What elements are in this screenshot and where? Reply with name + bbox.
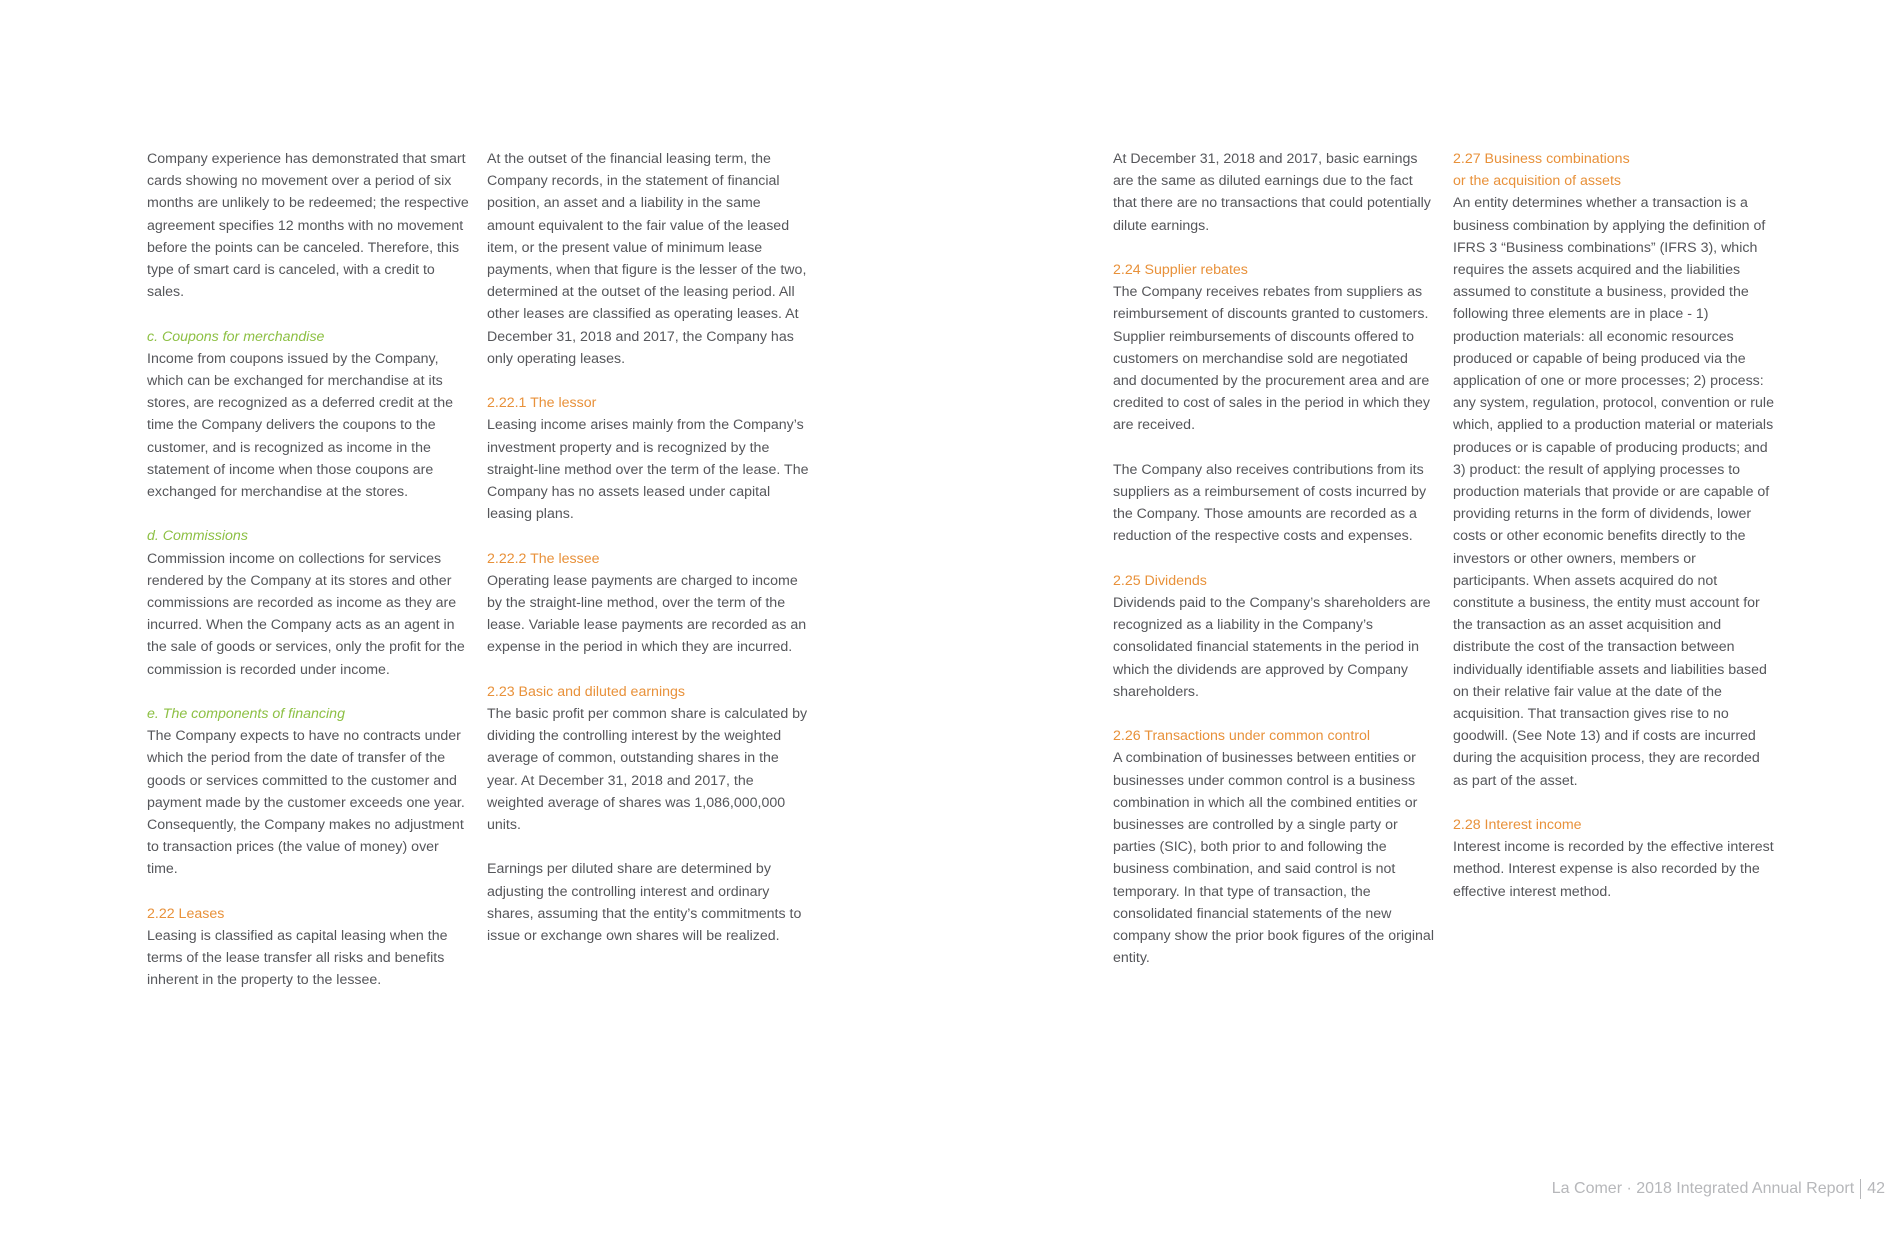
heading-coupons: c. Coupons for merchandise [147, 328, 325, 345]
paragraph-commissions: Commission income on collections for services rendered by the Company at its stores and other commissions are recorded as income as they are incurred. When the Company acts as an agent in the sale of goods or services, only the profit for the commission is recorded under income. [147, 550, 465, 678]
section-lessee [487, 548, 809, 659]
paragraph-leases: Leasing is classified as capital leasing when the terms of the lease transfer all risks and benefits inherent in the property to the lessee. [147, 928, 448, 989]
section-business-combinations [1453, 148, 1775, 792]
column-4 [1453, 148, 1775, 903]
paragraph-smart-cards: Company experience has demonstrated that smart cards showing no movement over a period of six months are unlikely to be redeemed; the respective agreement specifies 12 months with no movement before the points can be canceled. Therefore, this type of smart card is canceled, with a credit to sales. [147, 151, 469, 301]
section-dividends [1113, 570, 1435, 703]
heading-lessee: 2.22.2 The lessee [487, 550, 600, 567]
paragraph-earnings: The basic profit per common share is calculated by dividing the controlling interest by the weighted average of common, outstanding shares in the year. At December 31, 2018 and 2017, the weighted average of shares was 1,086,000,000 units. [487, 706, 808, 834]
heading-commissions: d. Commissions [147, 528, 248, 545]
section-commissions [147, 525, 469, 680]
paragraph-coupons: Income from coupons issued by the Company, which can be exchanged for merchandise at its stores, are recognized as a deferred credit at the time the Company delivers the coupons to the customer, and is recognized as income in the statement of income when those coupons are exchanged for merchandise at the stores. [147, 350, 453, 501]
heading-business-combinations-line2: or the acquisition of assets [1453, 173, 1621, 190]
footer-divider [1860, 1179, 1861, 1199]
section-lessor [487, 392, 809, 525]
section-leases [147, 903, 469, 992]
page-footer [1552, 1179, 1885, 1199]
section-earnings [487, 681, 809, 836]
paragraph-common-control: A combination of businesses between entities or businesses under common control is a business combination in which all the combined entities or businesses are controlled by a single party or parties (SIC), both prior to and following the business combination, and said control is not temporary. In that type of transaction, the consolidated financial statements of the new company show the prior book figures of the original entity. [1113, 750, 1434, 967]
paragraph-interest-income: Interest income is recorded by the effective interest method. Interest expense is also recorded by the effective interest method. [1453, 839, 1774, 900]
column-3 [1113, 148, 1435, 969]
footer-title: La Comer · 2018 Integrated Annual Report [1551, 1180, 1855, 1197]
section-common-control [1113, 725, 1435, 969]
column-1 [147, 148, 469, 992]
paragraph-business-combinations: An entity determines whether a transaction is a business combination by applying the definition of IFRS 3 “Business combinations” (IFRS 3), which requires the assets acquired and the liabilities assumed to constitute a business, provided the following three elements are in place - 1) production materials: all economic resources produced or capable of being produced via the application of one or more processes; 2) process: any system, regulation, protocol, convention or rule which, applied to a production material or materials produces or is capable of producing products; and 3) product: the result of applying processes to production materials that provide or are capable of providing returns in the form of dividends, lower costs or other economic benefits directly to the investors or other owners, members or participants. When assets acquired do not constitute a business, the entity must account for the transaction as an asset acquisition and distribute the cost of the transaction between individually identifiable assets and liabilities based on their relative fair value at the date of the acquisition. That transaction gives rise to no goodwill. (See Note 13) and if costs are incurred during the acquisition process, they are recorded as part of the asset. [1453, 195, 1774, 789]
paragraph-financial-leasing: At the outset of the financial leasing term, the Company records, in the statement of financial position, an asset and a liability in the same amount equivalent to the fair value of the leased item, or the present value of minimum lease payments, when that figure is the lesser of the two, determined at the outset of the leasing period. All other leases are classified as operating leases. At December 31, 2018 and 2017, the Company has only operating leases. [487, 151, 807, 367]
heading-financing: e. The components of financing [147, 706, 345, 723]
page-number: 42 [1867, 1180, 1885, 1197]
column-2 [487, 148, 809, 947]
heading-leases: 2.22 Leases [147, 905, 225, 922]
heading-business-combinations-line1: 2.27 Business combinations [1453, 151, 1630, 167]
section-coupons [147, 326, 469, 504]
section-interest-income [1453, 814, 1775, 903]
heading-common-control: 2.26 Transactions under common control [1113, 728, 1371, 745]
heading-rebates: 2.24 Supplier rebates [1113, 262, 1248, 278]
section-rebates [1113, 259, 1435, 437]
heading-interest-income: 2.28 Interest income [1453, 817, 1582, 834]
paragraph-diluted-earnings: Earnings per diluted share are determined by adjusting the controlling interest and ordinary shares, assuming that the entity’s commitments to issue or exchange own shares will be realized. [487, 861, 802, 945]
heading-lessor: 2.22.1 The lessor [487, 395, 597, 412]
heading-earnings: 2.23 Basic and diluted earnings [487, 683, 685, 700]
section-financing [147, 703, 469, 881]
paragraph-lessor: Leasing income arises mainly from the Company’s investment property and is recognized by the straight-line method over the term of the lease. The Company has no assets leased under capital leasing plans. [487, 417, 809, 523]
paragraph-rebates: The Company receives rebates from suppliers as reimbursement of discounts granted to customers. Supplier reimbursements of discounts offered to customers on merchandise sold are negotiated and documented by the procurement area and are credited to cost of sales in the period in which they are received. [1113, 284, 1431, 434]
paragraph-contributions: The Company also receives contributions from its suppliers as a reimbursement of costs incurred by the Company. Those amounts are recorded as a reduction of the respective costs and expenses. [1113, 461, 1427, 545]
paragraph-basic-diluted: At December 31, 2018 and 2017, basic earnings are the same as diluted earnings due to the fact that there are no transactions that could potentially dilute earnings. [1113, 151, 1431, 234]
heading-dividends: 2.25 Dividends [1113, 572, 1207, 589]
paragraph-lessee: Operating lease payments are charged to income by the straight-line method, over the term of the lease. Variable lease payments are recorded as an expense in the period in which they are incurred. [487, 572, 807, 656]
paragraph-financing: The Company expects to have no contracts under which the period from the date of transfer of the goods or services committed to the customer and payment made by the customer exceeds one year. Consequently, the Company makes no adjustment to transaction prices (the value of money) over time. [147, 728, 465, 878]
paragraph-dividends: Dividends paid to the Company’s shareholders are recognized as a liability in the Company’s consolidated financial statements in the period in which the dividends are approved by Company shareholders. [1113, 595, 1431, 700]
